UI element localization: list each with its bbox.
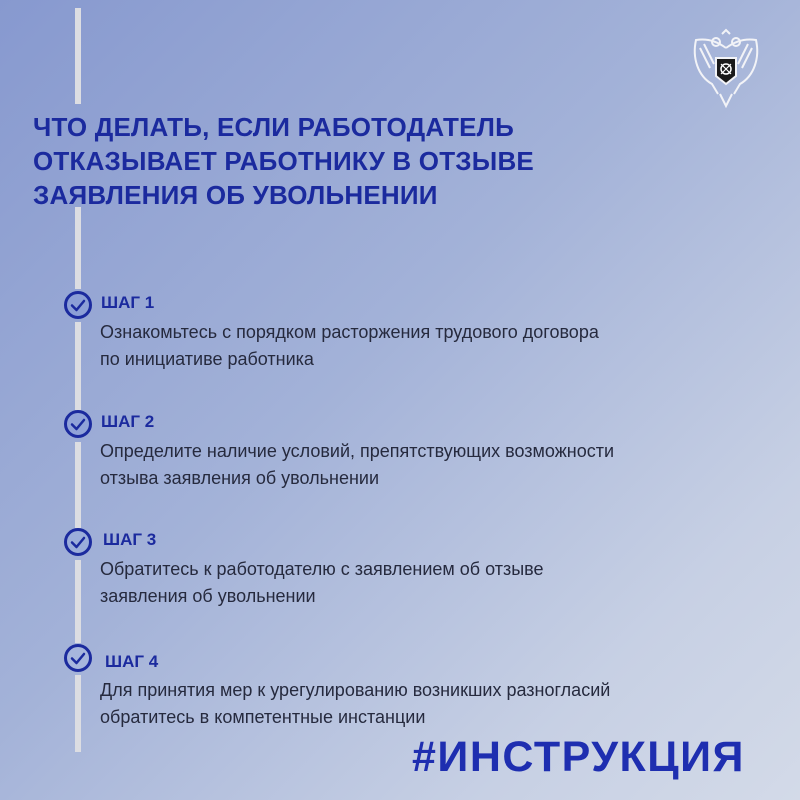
step-description [100,556,544,610]
step-description [100,319,599,373]
step-description [100,438,614,492]
step-line: по инициативе работника [100,349,314,369]
step-line: Обратитесь к работодателю с заявлением об отзыве [100,559,544,579]
step-description [100,677,610,731]
step-label: ШАГ 2 [101,412,155,431]
check-circle-icon [63,527,93,557]
step-line: обратитесь в компетентные инстанции [100,707,426,727]
step-line: Ознакомьтесь с порядком расторжения трудового договора [100,322,599,342]
step-line: Для принятия мер к урегулированию возникших разногласий [100,680,611,700]
timeline-line [75,322,81,410]
page-title [33,110,534,212]
timeline-line-top [75,8,81,104]
timeline-line [75,442,81,528]
hashtag: #ИНСТРУКЦИЯ [412,733,745,781]
check-circle-icon [63,409,93,439]
check-circle-icon [63,290,93,320]
step-line: отзыва заявления об увольнении [100,468,380,488]
timeline-line [75,207,81,289]
step-label: ШАГ 1 [101,293,155,312]
check-circle-icon [63,643,93,673]
title-line: ОТКАЗЫВАЕТ РАБОТНИКУ В ОТЗЫВЕ [33,146,534,176]
emblem-icon [688,28,764,108]
step-line: Определите наличие условий, препятствующих возможности [100,441,615,461]
title-line: ЧТО ДЕЛАТЬ, ЕСЛИ РАБОТОДАТЕЛЬ [33,112,514,142]
step-label: ШАГ 3 [103,530,157,549]
step-label: ШАГ 4 [105,652,159,671]
timeline-line [75,560,81,643]
step-line: заявления об увольнении [100,586,316,606]
title-line: ЗАЯВЛЕНИЯ ОБ УВОЛЬНЕНИИ [33,180,438,210]
timeline-line [75,675,81,752]
